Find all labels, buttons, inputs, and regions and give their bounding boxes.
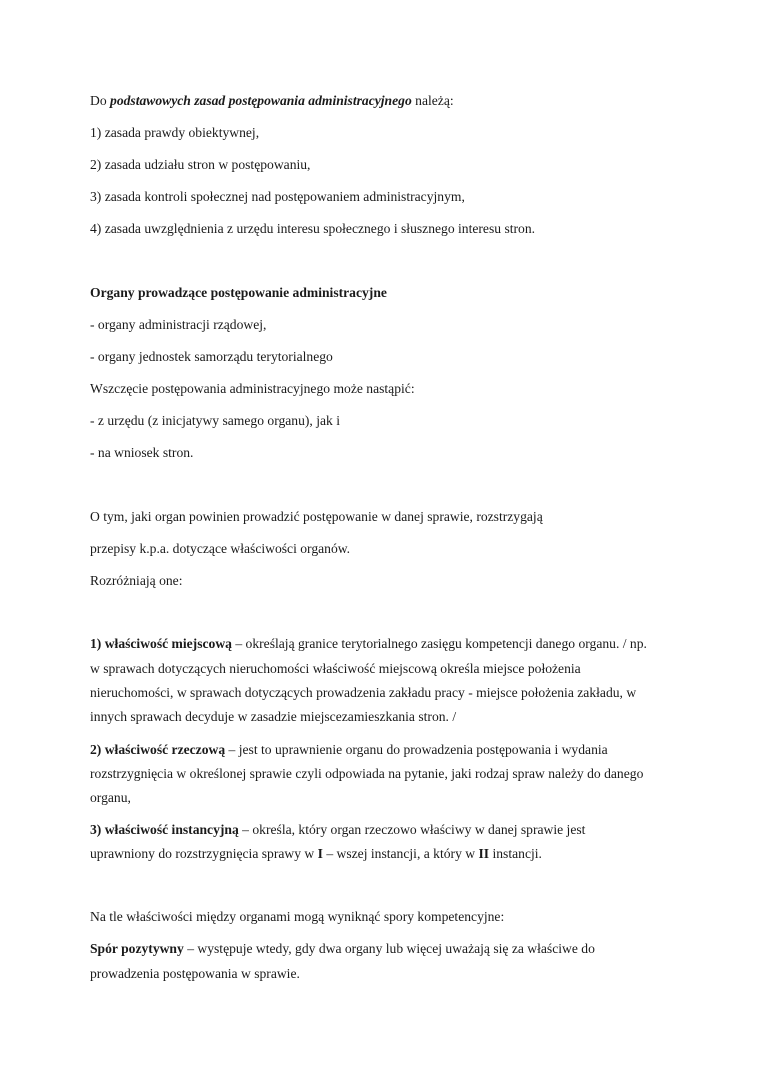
local-jurisdiction-line: nieruchomości, w sprawach dotyczących prowadzenia zakładu pracy - miejsce położenia zakładu, w <box>90 685 637 700</box>
positive-dispute-term: Spór pozytywny <box>90 941 184 956</box>
instance-jurisdiction-line <box>90 845 542 863</box>
organs-item: - organy jednostek samorządu terytorialnego <box>90 349 333 364</box>
organs-item: - organy administracji rządowej, <box>90 317 267 332</box>
local-jurisdiction-line: w sprawach dotyczących nieruchomości właściwość miejscową określa miejsce położenia <box>90 661 581 676</box>
subject-jurisdiction-text: – jest to uprawnienie organu do prowadzenia postępowania i wydania <box>225 742 608 757</box>
competence-intro-line: O tym, jaki organ powinien prowadzić postępowanie w danej sprawie, rozstrzygają <box>90 509 543 524</box>
instance-jurisdiction-text: – określa, który organ rzeczowo właściwy w danej sprawie jest <box>238 822 586 837</box>
instance-text-post: instancji. <box>489 846 542 861</box>
initiation-item: - na wniosek stron. <box>90 445 194 460</box>
initiation-item: - z urzędu (z inicjatywy samego organu), jak i <box>90 413 341 428</box>
organs-heading <box>90 284 387 302</box>
initiation-text: Wszczęcie postępowania administracyjnego może nastąpić: <box>90 381 415 396</box>
principle-item: 4) zasada uwzględnienia z urzędu interesu społecznego i słusznego interesu stron. <box>90 221 536 236</box>
local-jurisdiction-line: innych sprawach decyduje w zasadzie miejscezamieszkania stron. / <box>90 709 457 724</box>
instance-jurisdiction-line <box>90 821 585 839</box>
positive-dispute-text: – występuje wtedy, gdy dwa organy lub więcej uważają się za właściwe do <box>183 941 595 956</box>
intro-pre: Do <box>90 93 111 108</box>
instance-text-pre: uprawniony do rozstrzygnięcia sprawy w <box>90 846 318 861</box>
local-jurisdiction-text: – określają granice terytorialnego zasięgu kompetencji danego organu. / np. <box>231 636 647 651</box>
intro-paragraph <box>90 92 454 110</box>
instance-jurisdiction-term: 3) właściwość instancyjną <box>90 822 239 837</box>
competence-intro-line: Rozróżniają one: <box>90 573 183 588</box>
instance-roman-one: I <box>317 846 323 861</box>
organs-heading-text: Organy prowadzące postępowanie administracyjne <box>90 285 387 300</box>
local-jurisdiction-line <box>90 635 647 653</box>
instance-roman-two: II <box>478 846 490 861</box>
local-jurisdiction-term: 1) właściwość miejscową <box>90 636 232 651</box>
principle-item: 3) zasada kontroli społecznej nad postępowaniem administracyjnym, <box>90 189 465 204</box>
intro-emphasis: podstawowych zasad postępowania administracyjnego <box>110 93 412 108</box>
subject-jurisdiction-line: organu, <box>90 790 131 805</box>
intro-post: należą: <box>411 93 454 108</box>
positive-dispute-line: prowadzenia postępowania w sprawie. <box>90 966 300 981</box>
subject-jurisdiction-term: 2) właściwość rzeczową <box>90 742 226 757</box>
positive-dispute-line <box>90 940 595 958</box>
principle-item: 1) zasada prawdy obiektywnej, <box>90 125 260 140</box>
disputes-intro: Na tle właściwości między organami mogą wyniknąć spory kompetencyjne: <box>90 909 505 924</box>
competence-intro-line: przepisy k.p.a. dotyczące właściwości organów. <box>90 541 351 556</box>
principle-item: 2) zasada udziału stron w postępowaniu, <box>90 157 311 172</box>
instance-text-mid: – wszej instancji, a który w <box>322 846 479 861</box>
subject-jurisdiction-line <box>90 741 608 759</box>
subject-jurisdiction-line: rozstrzygnięcia w określonej sprawie czyli odpowiada na pytanie, jaki rodzaj spraw należy do danego <box>90 766 644 781</box>
